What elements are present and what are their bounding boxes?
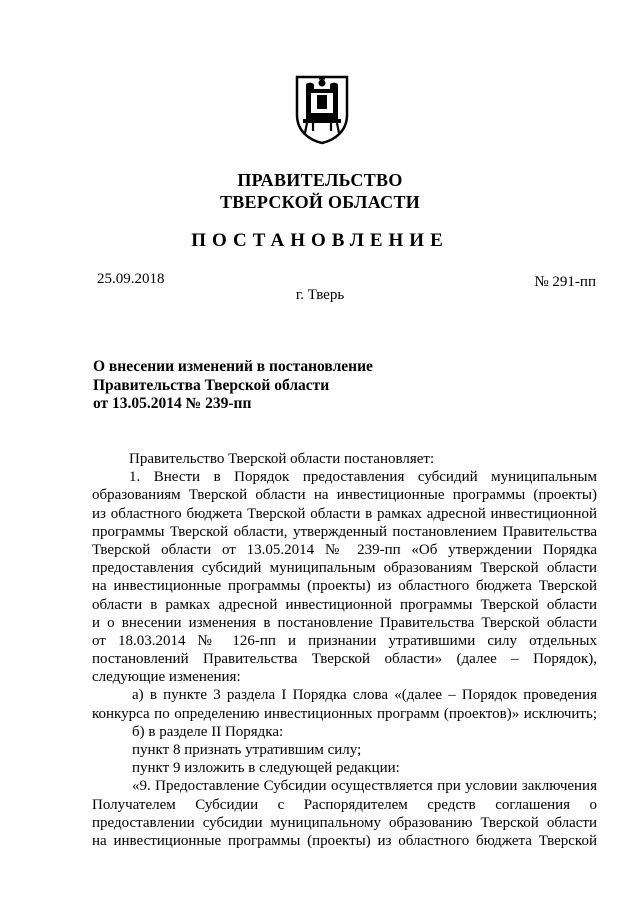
body-line: постановлений Правительства Тверской области» (далее – Порядок), — [92, 651, 597, 668]
document-subject — [93, 358, 373, 414]
body-line: и о внесении изменения в постановление Правительства Тверской области — [92, 614, 597, 631]
document-number: № 291-пп — [534, 274, 596, 290]
body-line: образованиям Тверской области на инвестиционные программы (проекты) — [92, 487, 597, 504]
body-line: б) в разделе II Порядка: — [132, 723, 284, 740]
government-name-line2: ТВЕРСКОЙ ОБЛАСТИ — [219, 192, 421, 212]
subject-line: О внесении изменений в постановление — [93, 358, 373, 375]
body-line: на инвестиционные программы (проекты) из областного бюджета Тверской — [92, 578, 597, 595]
body-line: Тверской области от 13.05.2014 № 239-пп «Об утверждении Порядка — [92, 541, 597, 558]
body-line: пункт 9 изложить в следующей редакции: — [132, 760, 400, 777]
document-date: 25.09.2018 — [97, 271, 165, 287]
body-line: Получателем Субсидии с Распорядителем средств соглашения о — [92, 796, 597, 813]
subject-line: от 13.05.2014 № 239-пп — [93, 395, 252, 412]
government-name-line1: ПРАВИТЕЛЬСТВО — [237, 170, 403, 190]
coat-of-arms-icon — [293, 73, 351, 145]
body-line: на инвестиционные программы (проекты) из областного бюджета Тверской — [92, 832, 597, 849]
subject-line: Правительства Тверской области — [93, 376, 330, 394]
body-line: следующие изменения: — [92, 669, 241, 686]
body-line: от 18.03.2014 № 126-пп и признании утратившими силу отдельных — [92, 632, 597, 649]
document-city: г. Тверь — [295, 287, 345, 303]
body-line: а) в пункте 3 раздела I Порядка слова «(далее – Порядок проведения — [132, 687, 597, 704]
body-line: «9. Предоставление Субсидии осуществляется при условии заключения — [132, 778, 597, 795]
body-line: 1. Внести в Порядок предоставления субсидий муниципальным — [129, 469, 597, 486]
body-line: программы Тверской области, утвержденный постановлением Правительства — [92, 523, 597, 540]
document-type: ПОСТАНОВЛЕНИЕ — [191, 230, 449, 251]
body-line: из областного бюджета Тверской области в рамках адресной инвестиционной — [92, 505, 597, 522]
document-body — [92, 450, 597, 850]
body-line: конкурса по определению инвестиционных программ (проектов)» исключить; — [92, 705, 597, 722]
body-line: предоставлении субсидии муниципальному образованию Тверской области — [92, 814, 597, 831]
body-line: предоставления субсидий муниципальным образованиям Тверской области — [92, 560, 597, 577]
body-line: области в рамках адресной инвестиционной программы Тверской области — [92, 596, 597, 613]
body-line: пункт 8 признать утратившим силу; — [132, 742, 362, 758]
body-line: Правительство Тверской области постановляет: — [129, 451, 435, 467]
